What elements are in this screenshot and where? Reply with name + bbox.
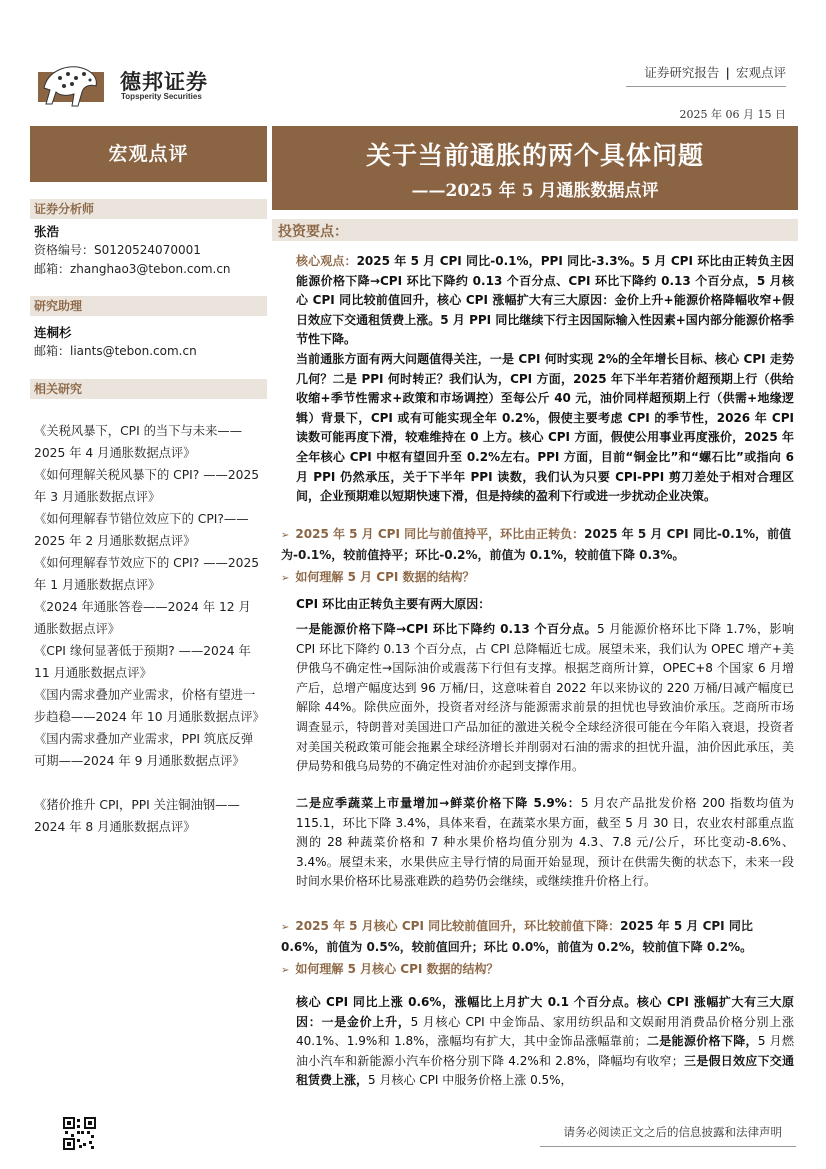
page-subtitle: ——2025 年 5 月通胀数据点评 [411, 181, 659, 201]
related-item[interactable]: 《2024 年通胀答卷——2024 年 12 月通胀数据点评》 [34, 600, 251, 636]
energy-price-lead: 一是能源价格下降→CPI 环比下降约 0.13 个百分点。 [296, 622, 598, 636]
related-item[interactable]: 《猪价推升 CPI，PPI 关注铜油钢——2024 年 8 月通胀数据点评》 [34, 798, 240, 834]
core-cpi-text-3: 5 月核心 CPI 中服务价格上涨 0.5%， [368, 1073, 573, 1088]
report-type: 证券研究报告 [644, 65, 720, 80]
header-separator: | [725, 65, 730, 80]
leopard-logo-icon [38, 58, 104, 114]
cpi-structure-bullet [281, 568, 795, 589]
two-questions-paragraph: 当前通胀方面有两大问题值得关注，一是 CPI 何时实现 2%的全年增长目标、核心 CPI 走势几何？二是 PPI 何时转正？我们认为，CPI 方面，2025 年下半年若猪价超预期上行（供给收缩+季节性需求+政策和市场调控）至每公斤 40 元，油价同样超预期上行（供需+地缘逻辑）背景下，CPI 或有可能实现全年 0.2%，假使主要考虑 CPI 的季节性，2026 年 CPI 读数可能再度下滑，较难维持在 0 上方。核心 CPI 方面，假使公用事业再度涨价，2025 年全年核心 CPI 中枢有望回升至 0.2%左右。PPI 方面，目前“铜金比”和“螺石比”或指向 6 月 PPI 仍然承压，关于下半年 PPI 读数，我们认为只要 CPI-PPI 剪刀差处于相对合理区间，企业预期难以短期快速下滑，但是持续的盈利下行或进一步扰动企业决策。 [296, 352, 794, 504]
footer-divider [540, 1146, 796, 1147]
energy-price-text: 5 月能源价格环比下降 1.7%，影响 CPI 环比下降约 0.13 个百分点，占 CPI 总降幅近七成。展望未来，我们认为 OPEC 增产+美伊俄乌不确定性→国际油价或震荡下行但有支撑。根据芝商所计算，OPEC+8 个国家 6 月增产后，总增产幅度达到 96 万桶/日，这意味着自 2022 年以来协议的 220 万桶/日减产幅度已解除 44%。除供应面外，投资者对经济与能源需求前景的担忧也导致油价承压。芝商所市场调查显示，特朗普对美国进口产品加征的激进关税令全球经济很可能在今年陷入衰退，投资者对美国关税政策可能会拖累全球经济增长并削弱对石油的需求的担忧升温，油价因此承压，美伊局势和俄乌局势的不确定性对油价亦起到支撑作用。 [296, 622, 794, 774]
core-cpi-summary-label: 2025 年 5 月核心 CPI 同比较前值回升，环比较前值下降： [295, 919, 621, 933]
core-view-label: 核心观点： [296, 254, 357, 268]
core-cpi-structure-label: 如何理解 5 月核心 CPI 数据的结构？ [295, 962, 499, 976]
related-item[interactable]: 《如何理解春节效应下的 CPI? ——2025 年 1 月通胀数据点评》 [34, 556, 260, 592]
core-cpi-lead-2: 二是能源价格下降， [646, 1034, 758, 1049]
brand-name-en: Topsperity Securities [121, 92, 202, 101]
core-cpi-text-2: 5 月燃油小汽车和新能源小汽车价格分别下降 4.2%和 2.8%，降幅均有收窄； [296, 1034, 794, 1068]
disclaimer-note: 请务必阅读正文之后的信息披露和法律声明 [563, 1125, 782, 1139]
header-divider [626, 86, 786, 87]
cpi-summary-text: 2025 年 5 月 CPI 同比-0.1%，前值为-0.1%，较前值持平；环比-0.2%，前值为 0.1%，较前值下降 0.3%。 [281, 527, 792, 562]
analyst-heading: 证券分析师 [30, 199, 267, 219]
core-cpi-structure-bullet [281, 960, 795, 981]
investment-heading: 投资要点： [278, 224, 348, 240]
related-item[interactable]: 《关税风暴下，CPI 的当下与未来——2025 年 4 月通胀数据点评》 [34, 424, 242, 460]
cpi-summary-label: 2025 年 5 月 CPI 同比与前值持平，环比由正转负： [295, 527, 585, 541]
core-cpi-lead: 核心 CPI 同比上涨 0.6%，涨幅比上月扩大 0.1 个百分点。核心 CPI 涨幅扩大有三大原因：一是金价上升， [296, 995, 794, 1029]
energy-price-paragraph [296, 620, 794, 777]
assistant-heading: 研究助理 [30, 296, 267, 316]
core-cpi-lead-3: 三是假日效应下交通租赁费上涨， [296, 1053, 794, 1088]
report-type-header [644, 63, 786, 81]
investment-heading-bar [272, 219, 798, 241]
related-item[interactable]: 《国内需求叠加产业需求，价格有望进一步趋稳——2024 年 10 月通胀数据点评》 [34, 688, 265, 724]
arrow-bullet-icon: ➢ [281, 965, 290, 976]
analyst-cert: 资格编号：S0120524070001 [34, 243, 201, 257]
vegetable-price-lead: 二是应季蔬菜上市量增加→鲜菜价格下降 5.9%： [296, 796, 581, 810]
core-view-text: 2025 年 5 月 CPI 同比-0.1%，PPI 同比-3.3%。5 月 CPI 环比由正转负主因能源价格下降→CPI 环比下降约 0.13 个百分点、CPI 环比下降约 0.13 个百分点，5 月核心 CPI 同比较前值回升，核心 CPI 涨幅扩大有三大原因：金价上升+能源价格降幅收窄+假日效应下交通租赁费上涨。5 月 PPI 同比继续下行主因国际输入性因素+国内部分能源价格季节性下降。 [296, 254, 794, 347]
assistant-email[interactable]: 邮箱：liants@tebon.com.cn [34, 344, 197, 358]
related-item[interactable]: 《如何理解关税风暴下的 CPI? ——2025 年 3 月通胀数据点评》 [34, 468, 260, 504]
related-item[interactable]: 《CPI 缘何显著低于预期? ——2024 年 11 月通胀数据点评》 [34, 644, 251, 680]
brand-name: 德邦证券 [120, 69, 208, 94]
core-cpi-paragraph [296, 993, 794, 1091]
category-label: 宏观点评 [108, 143, 189, 165]
cpi-summary-bullet [281, 525, 795, 565]
related-item[interactable]: 《国内需求叠加产业需求，PPI 筑底反弹可期——2024 年 9 月通胀数据点评》 [34, 732, 254, 768]
arrow-bullet-icon: ➢ [281, 922, 290, 933]
core-cpi-summary-text: 2025 年 5 月 CPI 同比 0.6%，前值为 0.5%，较前值回升；环比 0.0%，前值为 0.2%，较前值下降 0.2%。 [281, 919, 753, 954]
vegetable-price-paragraph [296, 794, 794, 892]
arrow-bullet-icon: ➢ [281, 573, 290, 584]
core-cpi-text-1: 5 月核心 CPI 中金饰品、家用纺织品和文娱耐用消费品价格分别上涨 40.1%、1.9%和 1.8%，涨幅均有扩大，其中金饰品涨幅靠前； [296, 1014, 794, 1049]
report-category: 宏观点评 [735, 65, 786, 80]
core-cpi-summary-bullet [281, 917, 795, 957]
cpi-reasons-intro: CPI 环比由正转负主要有两大原因： [296, 597, 491, 611]
page-title: 关于当前通胀的两个具体问题 [365, 141, 704, 170]
report-date: 2025 年 06 月 15 日 [679, 108, 786, 121]
cpi-structure-label: 如何理解 5 月 CPI 数据的结构？ [295, 570, 475, 584]
analyst-name: 张浩 [34, 224, 60, 239]
assistant-name: 连桐杉 [34, 325, 72, 340]
vegetable-price-text: 5 月农产品批发价格 200 指数均值为 115.1，环比下降 3.4%，具体来看，在蔬菜水果方面，截至 5 月 30 日，农业农村部重点监测的 28 种蔬菜价格和 7 种水果价格均值分别为 4.3、7.8 元/公斤，环比变动-8.6%、3.4%。展望未来，水果供应主导行情的局面开始显现，预计在供需失衡的状态下，未来一段时间水果价格环比易涨难跌的趋势仍会继续，或继续推升价格上行。 [296, 796, 795, 889]
analyst-email[interactable]: 邮箱：zhanghao3@tebon.com.cn [34, 262, 231, 276]
core-view-paragraph [296, 252, 794, 350]
related-heading: 相关研究 [30, 379, 267, 399]
arrow-bullet-icon: ➢ [281, 530, 290, 541]
related-item[interactable]: 《如何理解春节错位效应下的 CPI?——2025 年 2 月通胀数据点评》 [34, 512, 249, 548]
qr-code-icon [63, 1117, 96, 1150]
